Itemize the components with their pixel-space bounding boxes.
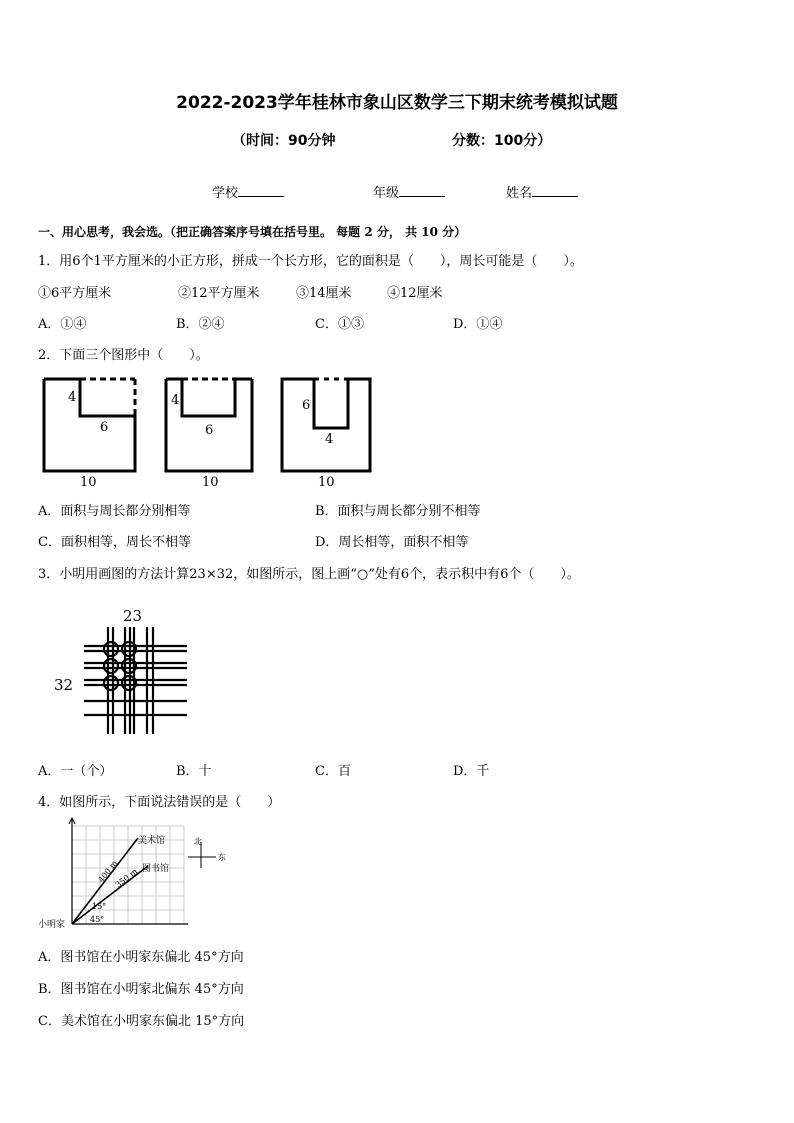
- q2-fig3-inner: 4: [325, 432, 334, 447]
- q1-item-3: ③14厘米: [296, 286, 352, 301]
- q4-library-label: 图书馆: [142, 864, 170, 874]
- q1-item-1: ①6平方厘米: [38, 286, 112, 301]
- q3-fig-top-label: 23: [123, 607, 143, 625]
- q2-fig1-base: 10: [80, 475, 97, 490]
- q2-option-b[interactable]: B．面积与周长都分别不相等: [315, 504, 481, 519]
- q2-figure-3: [278, 376, 378, 491]
- q2-figure-1: [40, 376, 140, 491]
- name-blank: [532, 185, 578, 197]
- q2-figure-2: [160, 376, 260, 491]
- q2-fig2-base: 10: [202, 475, 219, 490]
- q2-fig3-side: 6: [302, 398, 311, 413]
- school-field: [212, 182, 284, 201]
- q2-fig1-inner: 6: [100, 420, 109, 435]
- q2-option-a[interactable]: A．面积与周长都分别相等: [38, 504, 191, 519]
- q1-stem: 1．用6个1平方厘米的小正方形，拼成一个长方形，它的面积是（ ），周长可能是（ ）。: [38, 254, 583, 269]
- q4-north-label: 北: [194, 837, 202, 846]
- q4-distance-library: 350 m: [113, 866, 140, 890]
- q1-item-4: ④12厘米: [387, 286, 443, 301]
- grade-blank: [399, 185, 445, 197]
- q4-stem: 4．如图所示，下面说法错误的是（ ）: [38, 795, 281, 810]
- q4-map-figure: [38, 816, 248, 936]
- q2-fig3-base: 10: [318, 475, 335, 490]
- q1-item-2: ②12平方厘米: [178, 286, 260, 301]
- q3-option-d[interactable]: D．千: [453, 764, 490, 779]
- q4-museum-label: 美术馆: [138, 836, 166, 846]
- q1-option-a[interactable]: A．①④: [38, 317, 87, 332]
- q1-option-d[interactable]: D．①④: [453, 317, 503, 332]
- exam-score: 分数：100分）: [452, 133, 552, 149]
- q4-option-c[interactable]: C．美术馆在小明家东偏北 15°方向: [38, 1014, 245, 1029]
- q4-east-label: 东: [218, 853, 226, 862]
- exam-time: （时间：90分钟: [232, 133, 336, 149]
- school-label: 学校: [212, 186, 239, 201]
- q2-fig2-side: 4: [171, 393, 180, 408]
- q3-stem: 3．小明用画图的方法计算23×32，如图所示，图上画“○”处有6个，表示积中有6个（ ）。: [38, 567, 580, 582]
- page-title: 2022-2023学年桂林市象山区数学三下期末统考模拟试题: [176, 93, 618, 113]
- q4-angle-45: 45°: [90, 915, 105, 924]
- school-blank: [238, 185, 284, 197]
- q2-fig1-side: 4: [68, 390, 77, 405]
- q2-option-c[interactable]: C．面积相等，周长不相等: [38, 535, 191, 550]
- q1-option-c[interactable]: C．①③: [315, 317, 364, 332]
- name-label: 姓名: [506, 186, 533, 201]
- q4-option-a[interactable]: A．图书馆在小明家东偏北 45°方向: [38, 950, 244, 965]
- q3-option-c[interactable]: C．百: [315, 764, 351, 779]
- q3-fig-left-label: 32: [54, 676, 74, 694]
- q3-figure: [50, 604, 200, 739]
- q2-fig2-inner: 6: [205, 423, 214, 438]
- q2-option-d[interactable]: D．周长相等，面积不相等: [315, 535, 469, 550]
- q2-stem: 2．下面三个图形中（ ）。: [38, 348, 209, 363]
- grade-label: 年级: [373, 186, 400, 201]
- q3-option-a[interactable]: A．一（个）: [38, 764, 113, 779]
- name-field: [506, 182, 578, 201]
- q4-option-b[interactable]: B．图书馆在小明家北偏东 45°方向: [38, 982, 244, 997]
- q4-distance-museum: 400 m: [96, 858, 120, 885]
- q4-angle-15: 15°: [92, 902, 107, 911]
- q3-option-b[interactable]: B．十: [176, 764, 212, 779]
- q1-option-b[interactable]: B．②④: [176, 317, 225, 332]
- q4-home-label: 小明家: [38, 920, 66, 930]
- grade-field: [373, 182, 445, 201]
- section-1-heading: 一、用心思考，我会选。（把正确答案序号填在括号里。 每题 2 分， 共 10 分）: [38, 225, 467, 239]
